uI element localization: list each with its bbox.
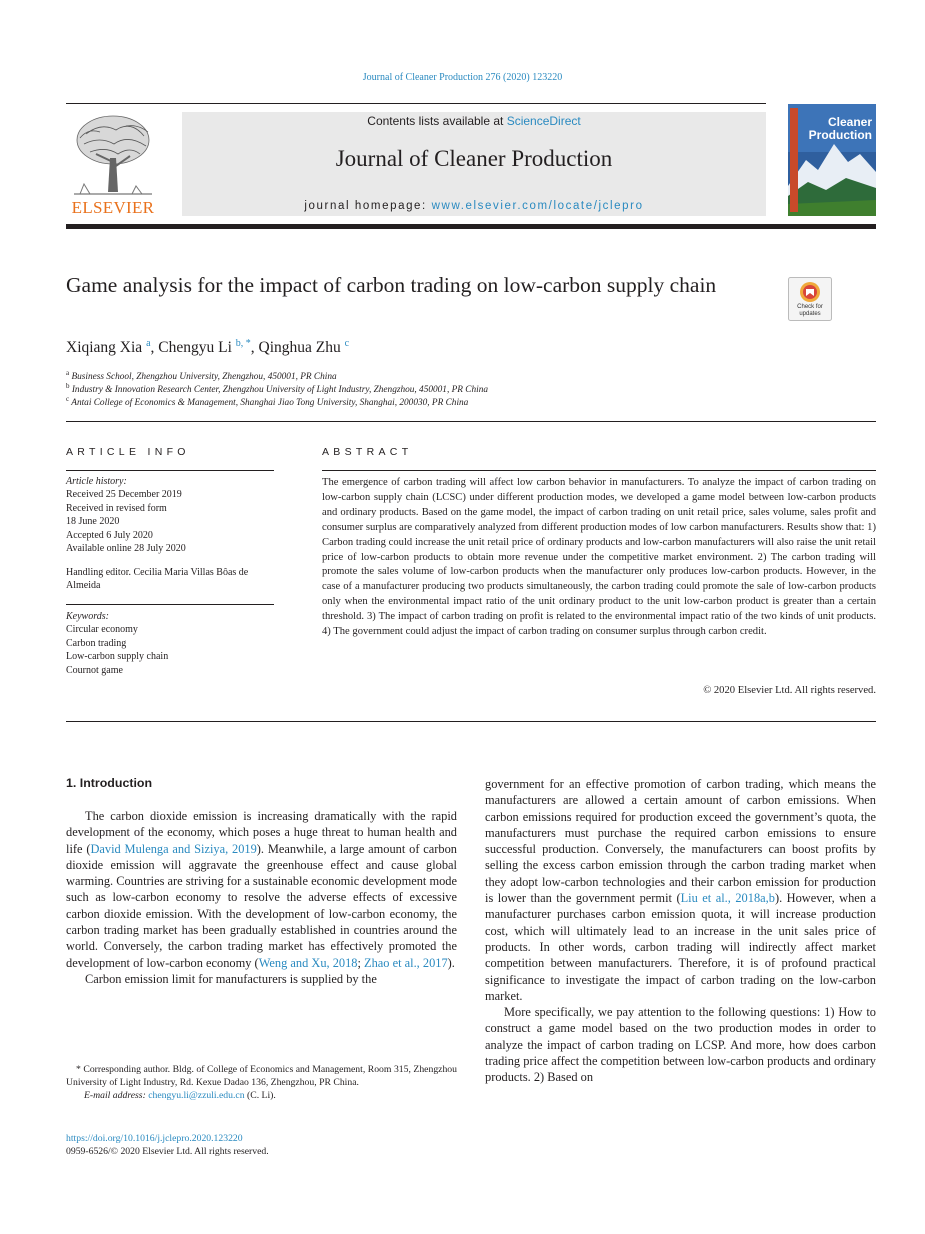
paragraph-text: ; bbox=[357, 955, 365, 970]
history-label: Article history: bbox=[66, 476, 127, 487]
elsevier-logo bbox=[66, 112, 160, 216]
affiliation-text: Antai College of Economics & Management, Shanghai Jiao Tong University, Shanghai, 200030, PR China bbox=[71, 398, 469, 409]
affiliation bbox=[66, 369, 337, 382]
author-separator: , bbox=[150, 339, 159, 357]
author-list bbox=[66, 338, 349, 357]
cover-title-top: Cleaner bbox=[827, 115, 872, 129]
reference-link[interactable]: Liu et al., 2018a,b bbox=[680, 891, 775, 906]
author-name: Chengyu Li bbox=[158, 339, 232, 357]
affiliation-marker: b bbox=[66, 382, 70, 390]
affiliation bbox=[66, 382, 488, 395]
body-right-column bbox=[485, 776, 876, 1086]
paragraph-text: ). bbox=[447, 955, 455, 970]
reference-link[interactable]: Zhao et al., 2017 bbox=[364, 955, 448, 970]
affiliation bbox=[66, 395, 468, 408]
affiliation-text: Industry & Innovation Research Center, Zhengzhou University of Light Industry, Zhengzhou, 450001, PR China bbox=[71, 385, 489, 396]
keyword: Low-carbon supply chain bbox=[66, 651, 169, 663]
journal-banner bbox=[182, 112, 766, 216]
affiliation-marker: a bbox=[66, 369, 70, 377]
abstract-copyright: © 2020 Elsevier Ltd. All rights reserved. bbox=[703, 685, 876, 696]
contents-prefix: Contents lists available at bbox=[367, 114, 507, 128]
article-info-heading: ARTICLE INFO bbox=[66, 446, 190, 458]
journal-citation[interactable]: Journal of Cleaner Production 276 (2020) 123220 bbox=[362, 72, 563, 83]
author-separator: , bbox=[250, 339, 259, 357]
paragraph-text: ). However, when a manufacturer purchases carbon emission quota, it will increase production cost, which will ultimately lead to an increase in the unit sales price of products. In other words, carbon trading will indirectly affect market competition between manufacturers. Therefore, it is of profound practical significance to investigate the impact of carbon trading on the low-carbon market. bbox=[485, 891, 877, 1003]
corresponding-author-note: * Corresponding author. Bldg. of College of Economics and Management, Room 315, Zhengzhou University of Light Industry, Rd. Kexue Dadao 136, Zhengzhou, PR China. bbox=[66, 1064, 457, 1089]
history-item: Accepted 6 July 2020 bbox=[66, 529, 153, 541]
keyword: Carbon trading bbox=[66, 637, 127, 649]
homepage-prefix: journal homepage: bbox=[304, 200, 432, 212]
paragraph bbox=[485, 776, 876, 1004]
homepage-line bbox=[182, 200, 766, 212]
abstract-rule bbox=[322, 470, 876, 471]
author-name: Qinghua Zhu bbox=[258, 339, 341, 357]
author-affiliation-link[interactable]: a bbox=[146, 338, 151, 349]
affiliation-text: Business School, Zhengzhou University, Zhengzhou, 450001, PR China bbox=[71, 372, 337, 383]
journal-name: Journal of Cleaner Production bbox=[335, 146, 613, 171]
section-rule bbox=[66, 721, 876, 722]
handling-editor bbox=[66, 566, 276, 593]
cover-title-bottom: Production bbox=[808, 128, 872, 142]
email-label: E-mail address: bbox=[84, 1090, 149, 1102]
keyword: Cournot game bbox=[66, 664, 123, 676]
doi-link[interactable]: https://doi.org/10.1016/j.jclepro.2020.123220 bbox=[66, 1133, 243, 1144]
abstract-heading: ABSTRACT bbox=[322, 446, 413, 458]
paragraph bbox=[66, 808, 457, 971]
header-rule bbox=[66, 103, 766, 104]
history-item: Available online 28 July 2020 bbox=[66, 543, 186, 555]
author-name: Xiqiang Xia bbox=[66, 339, 143, 357]
article-info-rule bbox=[66, 470, 274, 471]
author-affiliation-link[interactable]: b, * bbox=[235, 338, 251, 349]
keywords bbox=[66, 610, 276, 677]
header-thick-rule bbox=[66, 224, 876, 229]
paragraph: More specifically, we pay attention to the following questions: 1) How to construct a game model based on the two production modes in order to analyze the impact of carbon trading on LCSP. And more, how does carbon trading price affect the competition between low-carbon products and ordinary products. 2) Based on bbox=[485, 1005, 876, 1085]
keywords-rule bbox=[66, 604, 274, 605]
issn-line: 0959-6526/© 2020 Elsevier Ltd. All rights reserved. bbox=[66, 1146, 269, 1157]
editor-line: Handling editor. Cecilia Maria Villas Bôas de bbox=[66, 567, 249, 578]
paragraph-text: ). Meanwhile, a large amount of carbon dioxide emission will aggravate the greenhouse effect and cause global warming. Countries are striving for a sustainable economic development mode such as low-carbon economy to resolve the adverse effects of excessive carbon dioxide emission. With the development of low-carbon economy, the carbon trading market has been gradually established in countries around the world. Conversely, the carbon trading market has effectively promoted the development of low-carbon economy ( bbox=[66, 841, 457, 970]
paragraph-text: The carbon dioxide emission is increasing dramatically with the rapid development of the economy, which poses a huge threat to human health and life ( bbox=[66, 809, 457, 856]
email-link[interactable]: chengyu.li@zzuli.edu.cn bbox=[148, 1090, 245, 1102]
history-item: Received in revised form bbox=[66, 502, 167, 514]
editor-line: Almeida bbox=[66, 580, 101, 592]
journal-cover-image[interactable] bbox=[788, 104, 876, 216]
article-title: Game analysis for the impact of carbon trading on low-carbon supply chain bbox=[66, 273, 717, 297]
author-affiliation-link[interactable]: c bbox=[344, 338, 350, 349]
article-history bbox=[66, 475, 276, 555]
email-suffix: (C. Li). bbox=[244, 1090, 276, 1102]
check-updates-label: Check for updates bbox=[797, 304, 823, 317]
keyword: Circular economy bbox=[66, 624, 138, 636]
section-rule bbox=[66, 421, 876, 422]
affiliation-marker: c bbox=[66, 395, 70, 403]
elsevier-wordmark: ELSEVIER bbox=[71, 198, 155, 217]
body-left-column bbox=[66, 808, 457, 987]
sciencedirect-link[interactable]: ScienceDirect bbox=[506, 114, 581, 128]
introduction-heading: 1. Introduction bbox=[66, 776, 153, 790]
check-for-updates-badge[interactable] bbox=[788, 277, 832, 321]
footnote bbox=[66, 1063, 457, 1103]
reference-link[interactable]: Weng and Xu, 2018 bbox=[258, 955, 358, 970]
paragraph-text: government for an effective promotion of carbon trading, which means the manufacturers are allowed a certain amount of carbon emissions. When carbon emissions required for production exceed the government’s quota, the manufacturers must purchase the required carbon emissions to ensure successful production. Conversely, the manufacturers can boost profits by selling the excess carbon emission through the carbon trading market when they adopt low-carbon technologies and their carbon emission for production is lower than the government permit ( bbox=[485, 777, 876, 906]
paragraph: Carbon emission limit for manufacturers is supplied by the bbox=[85, 971, 377, 986]
homepage-link[interactable]: www.elsevier.com/locate/jclepro bbox=[431, 200, 644, 212]
contents-line bbox=[182, 114, 766, 128]
history-item: Received 25 December 2019 bbox=[66, 489, 182, 501]
history-item: 18 June 2020 bbox=[66, 516, 120, 528]
keywords-label: Keywords: bbox=[66, 611, 109, 622]
abstract-body: The emergence of carbon trading will affect low carbon behavior in manufacturers. To analyze the impact of carbon trading on low-carbon supply chain (LCSC) under different production modes, we developed a game model between low-carbon products and ordinary products. Based on the game model, the impact of carbon trading on unit retail price, sales volume, sales profit and consumer surplus are comparatively analyzed from different production modes of low carbon manufacturers. Results show that: 1) Carbon trading could increase the unit retail price of ordinary products and low-carbon manufacturers will also raise the unit retail price of low-carbon products to obtain more revenue under the competitive market environment. 2) The carbon trading will promote the sales volume of low-carbon products when the manufacturer only produces low-carbon products. However, in the case of a manufacturer producing two products simultaneously, the carbon trading could promote the sale of low-carbon products only when the environmental impact ratio of the unit ordinary product to the unit low-carbon product is greater than a certain threshold. 3) The impact of carbon trading on profit is related to the environmental impact ratio of the two kinds of unit products. 4) The government could adjust the impact of carbon trading on consumer surplus through carbon credit. bbox=[322, 477, 876, 638]
cover-title bbox=[809, 116, 872, 142]
reference-link[interactable]: David Mulenga and Siziya, 2019 bbox=[90, 841, 257, 856]
email-line bbox=[66, 1089, 457, 1102]
